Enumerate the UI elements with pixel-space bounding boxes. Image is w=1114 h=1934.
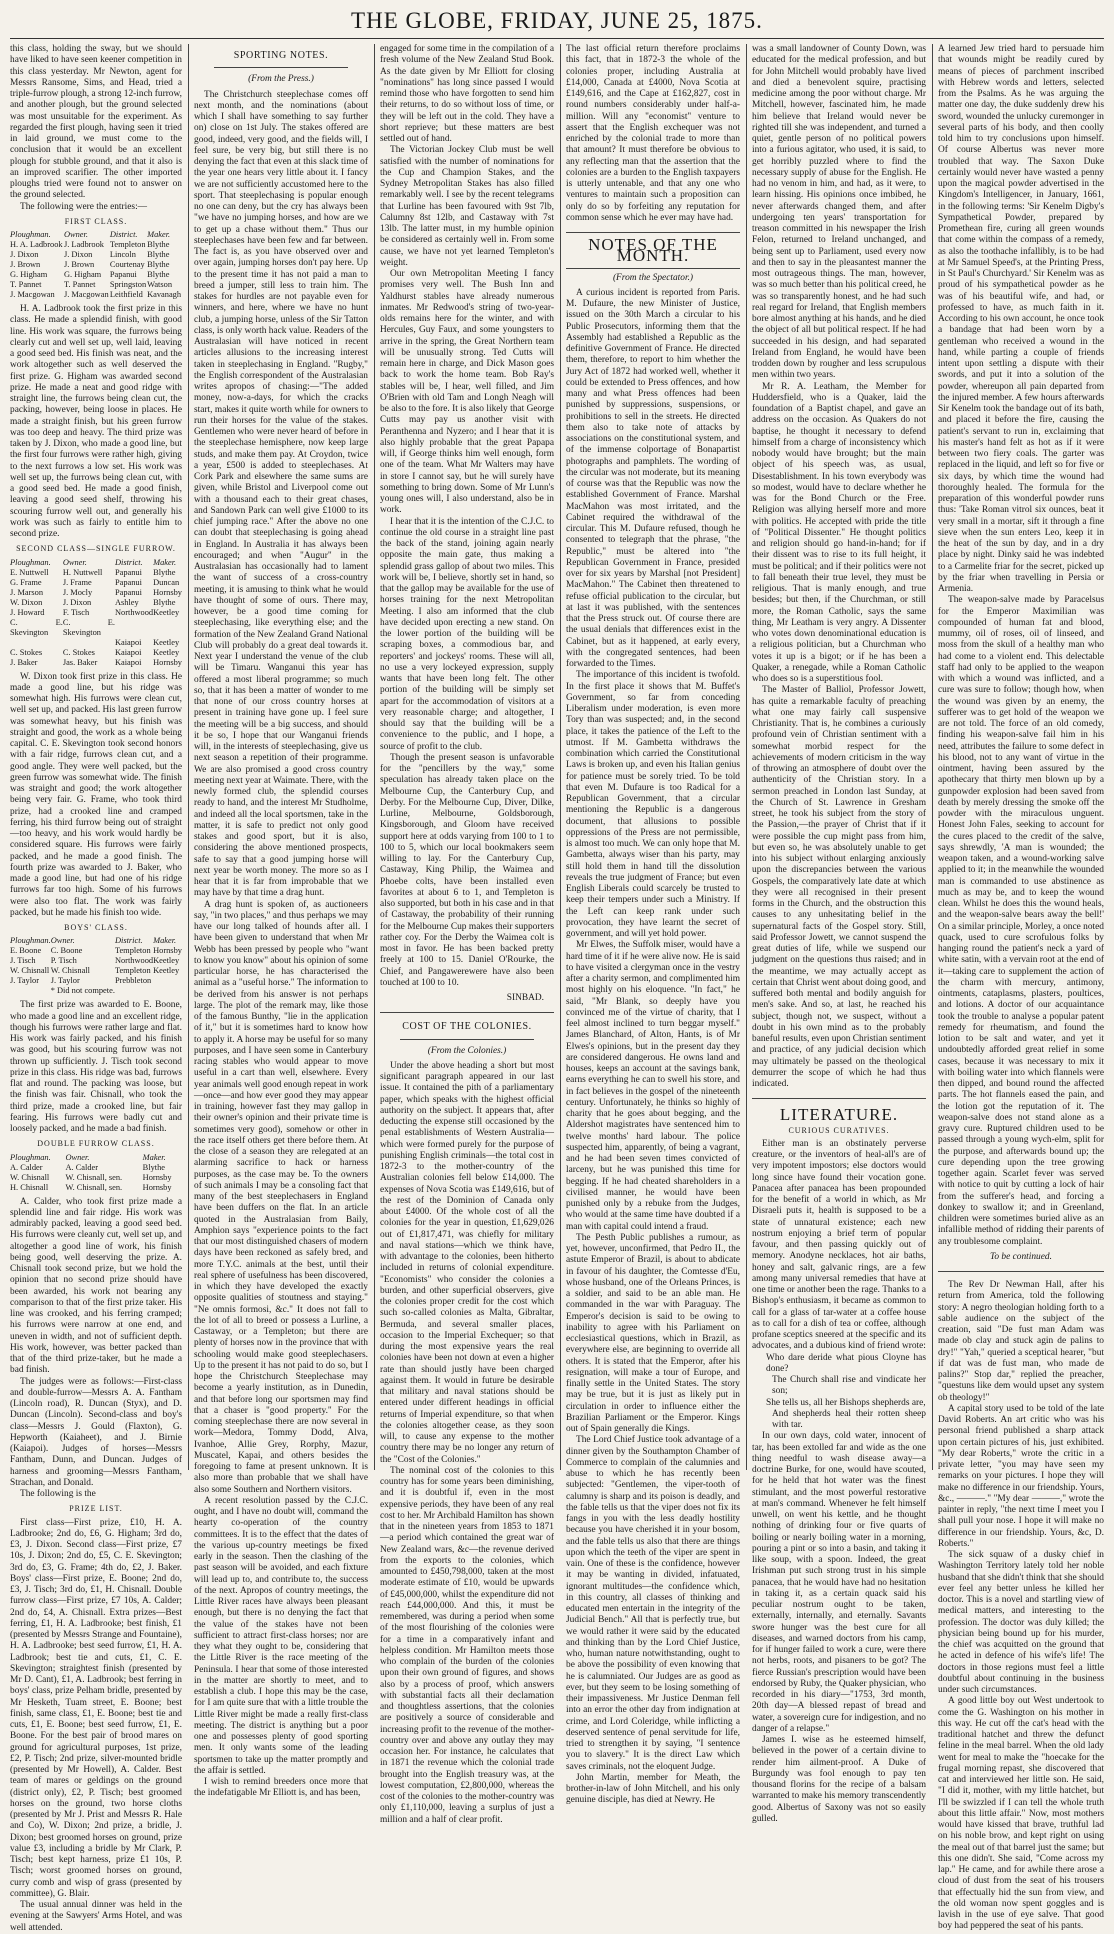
table-row: * Did not compete.: [50, 986, 115, 996]
table-row: J. Baker Jas. Baker Kaiapoi Hornsby: [10, 657, 182, 667]
col4-p5: The Pesth Public publishes a rumour, as yet, however, unconfirmed, that Pedro II., the astute Emperor of Brazil, is about to abdicate in favour of his daughter, the Comtesse d'Eu, whose husband, one of the Orleans Princes, is a soldier, and said to be an able man. He commanded in the war with Paraguay. The Emperor's decision is said to be owing to inability to agree with his Parliament on ecclesiastical questions, which in Brazil, as everywhere else, are beginning to override all others. It is stated that the Emperor, after his resignation, will make a tour of Europe, and finally settle in the United States. The story may be true, but it is just as likely put in circulation in order to influence either the Brazilian Parliament or the Emperor. Kings out of Spain generally die Kings.: [566, 1232, 740, 1434]
verse-line: The Church shall rise and vindicate her son;: [772, 1375, 926, 1397]
column-divider: [746, 44, 747, 1470]
table-row: J. Dixon J. Dixon Lincoln Blythe: [10, 250, 170, 259]
col6-p6: A good little boy out West undertook to come the G. Washington on his mother in this way. He cut off the cat's head with the traditional hatchet and threw the defunct feline in the meal barrel. When the old lady went for meal to make the "hoecake for the frugal morning repast, she discovered that cat and interviewed her little son. He said, "I did it, mother, with my little hatchet, but I'll be swizzled if I can tell the whole truth about this little affair." Now, most mothers would have kissed that brave, truthful lad on his noble brow, and kept right on using the meal out of that barrel just the same; but this one didn't. She said, "Come across my lap." He came, and for awhile there arose a cloud of dust from the seat of his trousers that effectually hid the sun from view, and the old woman now spent goggles and is lavish in the use of eye salve. That good boy had peppered the seat of his pants.: [938, 1696, 1104, 1932]
verse-line: She tells us, all her Bishops shepherds are,: [766, 1397, 926, 1408]
col3-p6: Under the above heading a short but most significant paragraph appeared in our last issue. It contained the pith of a parliamentary paper, which speaks with the highest official authority on the subject. It appears that, after deducting the expense still occasioned by the penal establishments of Western Australia—which were formed purely for the purpose of punishing English criminals—the total cost in 1872-3 to the mother-country of the Australian colonies fell below £14,000. The expenses of Nova Scotia was £149,616, but of the rest of the Dominion of Canada only about £4000. Of the whole cost of all the colonies for the year in question, £1,629,026 out of £1,817,471, was chiefly for military and naval stations—which we think have, with advantage to the colonies, been hitherto included in returns of colonial expenditure. "Economists" who consider the colonies a burden, and other superficial observers, give the colonies proper credit for the cost which such so-called colonies as Malta, Gibraltar, Bermuda, and several smaller places, occasion to the Imperial Exchequer; so that during the most expensive years the real colonies have been not down at even a higher rate than should justly have been charged against them. It would in future be desirable that military and naval stations should be entered under different headings in official returns of Imperial expenditure, so that when the colonies altogether cease, as they soon will, to cause any expense to the mother country there may be no longer any return of the "Cost of the Colonies.": [380, 1060, 554, 1465]
first-class-table: Ploughman. Owner. District. Maker. H. A. Ladbrook J. Ladbrook Templeton Blythe J. Dixon J. Dixon Lincoln Blythe J. Brown J. Brown Courtenay Blythe G. Higham G. Higham Papanui Blythe T. Pannet T. Pannet Springston Watson J. Macgowan J. Macgowan Leithfield Kavanagh: [10, 230, 182, 299]
col5-p4: Either man is an obstinately perverse creature, or the inventors of heal-all's are of very impotent impostors; else doctors would long since have found their vocation gone. Panacea after panacea has been propounded for the benefit of a world in which, as Mr Disraeli puts it, health is supposed to be a state of unnatural existence; each new nostrum enjoying a brief term of popular favour, and then passing quickly out of memory. Anodyne necklaces, hot air baths, honey and salt, galvanic rings, are a few among many universal remedies that have at one time or another been the rage. Thanks to a Bishop's enthusiasm, it became as common to call for a glass of tar-water at a coffee house as to call for a dish of tea or coffee, although profane sceptics sneered at the specific and its advocates, and a dubious kind of friend wrote:: [752, 1138, 926, 1352]
col3-p3: Our own Metropolitan Meeting I fancy promises very well. The Bush Inn and Yaldhurst stables have already numerous inmates. Mr Redwood's string of two-year-olds remains here for the winter, and with Hercules, Guy Faux, and some youngsters to arrive in the spring, the Great Northern team will be unusually strong. Ted Cutts will remain here in charge, and Dick Mason goes back to work the home team. Bob Ray's stables will be, I hear, well filled, and Jim O'Brien with old Tam and Longh Neagh will be also to the fore. It is also likely that George Cutts may pay us another visit with Peranthenna and Nyzero; and I hear that it is also highly probable that the great Papapa will, if George thinks him well enough, form one of the team. What Mr Walters may have in store I cannot say, but he will surely have something to bring down. Some of Mr Lunn's young ones will, I also understand, also be in work.: [380, 269, 554, 516]
column-divider: [932, 44, 933, 1470]
col5-p2: Mr R. A. Leatham, the Member for Huddersfield, who is a Quaker, laid the foundation of a Baptist chapel, and gave an address on the occasion. As Quakers do not baptise, he thought it necessary to defend himself from a charge of inconsistency which nobody would have brought; but the main object of his speech was, as usual, Disestablishment. In his town everybody was so modest, would have to declare whether he was for the Bond Church or the Free. Religion was allying herself more and more with politics. He accepted with pride the title of "Political Dissenter." He thought politics and religion should go hand-in-hand; for if their dissent was to rise to its full height, it must be political; and if their politics were not to fall beneath their true level, they must be religious. That is manly enough, and true besides; but then, if the Churchman, or still more, the Roman Catholic, says the same thing, Mr Leatham is very angry. A Dissenter who votes down denominational education is a religious politician, but a Churchman who votes it up is a bigot; or if he has been a Quaker, a renegade, while a Roman Catholic who does so is a superstitious fool.: [752, 381, 926, 684]
divider: [752, 1098, 926, 1099]
sporting-notes-source: (From the Press.): [248, 74, 314, 85]
table-row: C. E. Skevington C. E. Skevington: [10, 617, 115, 637]
col3-p5: Though the present season is unfavorable for the "pencillers by the way," some speculation has already taken place on the Melbourne Cup, the Canterbury Cup, and Derby. For the Melbourne Cup, Diver, Dilke, Lurline, Melbourne, Goldsborough, Kingsborough, and Gloom have received support here at odds varying from 100 to 1 to 100 to 5, which our local bookmakers seem willing to lay. For the Canterbury Cup, Castaway, King Philip, the Waimea and Phoebe colts, have been installed even favorites at about 6 to 1, and Templeton is also supported, but both in his case and in that of Castaway, the probability of their running for the Melbourne Cup makes their supporters rather coy. For the Derby the Waimea colt is most in favor. He has been backed pretty freely at 100 to 15. Daniel O'Rourke, the Chief, and Pangawerewere have also been touched at 100 to 10.: [380, 752, 554, 988]
prize-list-title: PRIZE LIST.: [69, 1504, 123, 1514]
table-row: J. Brown J. Brown Courtenay Blythe: [10, 260, 170, 269]
double-class-title: DOUBLE FURROW CLASS.: [37, 1139, 155, 1149]
table-row: A. Calder A. Calder Blythe: [10, 1162, 166, 1172]
notes-of-the-month-title: NOTES OF THE MONTH.: [588, 235, 718, 266]
cost-of-colonies-source: (From the Colonies.): [427, 1045, 507, 1056]
col2-p3: A recent resolution passed by the C.J.C. ought, and I have no doubt will, command the hearty co-operation of the country committees. It is to the effect that the dates of the various up-country meetings be fixed early in the season. Then the clashing of the past season will be avoided, and each fixture will lead up to, and contribute to, the success of the next. Apropos of country meetings, the Little River races have always been pleasant enough, but there is no denying the fact that the value of the stakes have not been sufficient to attract first-class horses; nor are they what they ought to be, considering that the Little River is the race meeting of the Peninsula. I hear that some of those interested in the matter are shortly to meet, and to establish a club. I hope this may be the case, for I am quite sure that with a little trouble the Little River might be made a really first-class meeting. The district is anything but a poor one and possesses plenty of good sporting men. It only wants some of the leading sportsmen to take up the matter promptly and the affair is settled.: [194, 1495, 368, 1776]
literature-title: LITERATURE.: [779, 1105, 899, 1125]
col5-p3: The Master of Balliol, Professor Jowett, has quite a remarkable faculty of preaching what one may fairly call suspensive Christianity. That is, he combines a curiously profound vein of Christian sentiment with a somewhat morbid respect for the achievements of modern criticism in the way of throwing an atmosphere of doubt over the authenticity of the Christian story. In a sermon preached in London last Sunday, at the Church of St. Lawrence in Gresham street, he took his subject from the story of the Passion,—the prayer of Christ that if it were possible the cup might pass from him, but even so, he was absolutely unable to get into his subject without enlarging anxiously upon the discrepancies between the various Gospels, the comparatively late date at which they were all recognised in their present forms in the Church, and the obstruction this causes to any unhesitating belief in the supernatural facts of the Gospel story. Still, said Professor Jowett, we cannot suspend the great duties of life, while we suspend our judgment on the questions thus raised; and in the meantime, we may actually accept as certain that Christ went about doing good, and suffered both mental and bodily anguish for men's sake. And so, at last, he reached his subject, though not, we suspect, without a doubt in his own mind as to the probably baneful results, even upon Christian sentiment and practice, of any judicial decision which may ultimately be passed on the theological demurrer the scope of which he had thus indicated.: [752, 685, 926, 1089]
columns: [10, 44, 1104, 1933]
col4-p2: A curious incident is reported from Paris. M. Dufaure, the new Minister of Justice, issued on the 30th March a circular to his Public Prosecutors, informing them that the Assembly had established a Republic as the definitive Government of France. He directed them, therefore, to report to him whether the Jury Act of 1872 had worked well, whether it could be extended to Press offences, and how many and what Press offences had been punished by suppressions, suspensions, or prohibitions to sell in the streets. He directed them also to take note of attacks by associations on the constitutional system, and of the immense colportage of Bonapartist photographs and pamphlets. The wording of the circular was not moderate, but its meaning of course was that the Republic was now the established Government of France. Marshal MacMahon was most irritated, and the Cabinet required the withdrawal of the circular. This M. Dufaure refused, though he consented to telegraph that the phrase, "the Republic," must be altered into "the Republican Government in France, presided over for six years by Marshal [not President] MacMahon." The Cabinet then threatened to refuse official publication to the circular, but at last it was published, with the sentences that the Press struck out. Of course there are the usual denials that differences exist in the Cabinet, but as it happened, at early every, with the congregated sentences, had been forwarded to the Times.: [566, 287, 740, 669]
to-be-continued: To be continued.: [990, 1251, 1052, 1262]
table-row: J. Tisch P. Tisch Northwood Keetley: [10, 956, 180, 966]
divider: [400, 1039, 534, 1040]
notes-title-box: [566, 232, 740, 269]
col3-p1: engaged for some time in the compilation of a fresh volume of the New Zealand Stud Book. As the date given by Mr Elliott for closing "nominations" has long since passed I would remind those who have forgotten to send him their returns, to do so without loss of time, or they will be left out in the cold. They have a short reprieve; but these matters are best settled out of hand.: [380, 44, 554, 144]
col6-p1: A learned Jew tried hard to persuade him that wounds might be readily cured by means of pieces of parchment inscribed with Hebrew words and letters, selected from the Psalms. As he was arguing the matter one day, the duke suddenly drew his sword, wounded the unlucky curemonger in several parts of his body, and then coolly told him to try conclusions upon himself. Of course Albertus was never more troubled that way. The Saxon Duke certainly would never have wasted a penny upon the magical powder advertised in the Kingdom's Intelligencer, in January, 1661, in the following terms: 'Sir Kenelm Digby's Sympathetical Powder, prepared by Promethean fire, curing all green wounds that come within the compass of a remedy, as also the toothache infallibly, is to be had at Mr Samuel Speed's, at the Printing Press, in St Paul's Churchyard.' Sir Kenelm was as proud of his sympathetical powder as he was of his beautiful wife, and had, or professed to have, as much faith in it. According to his own account, he once took a bandage that had been worn by a gentleman who received a wound in the hand, while parting a couple of friends intent upon settling a dispute with their swords, and put it into a solution of the powder, whereupon all pain departed from the injured member. A few hours afterwards Sir Kenelm took the bandage out of its bath, and placed it before the fire, causing the patient's servant to run in, exclaiming that his master's hand felt as hot as if it were between two fiery coals. The garter was replaced in the liquid, and left so for five or six days, by which time the wound had thoroughly healed. The formula for the preparation of this wonderful powder runs thus: 'Take Roman vitrol six ounces, beat it very small in a mortar, sift it through a fine sieve when the sun enters Leo, keep it in the heat of the sun by day, and in a dry place by night. Dinky said he was indebted to a Carmelite friar for the secret, picked up by the friar when travelling in Persia or Armenia.: [938, 44, 1104, 594]
table-row: G. Frame J. Frame Papanui Duncan: [10, 577, 180, 587]
second-class-title: SECOND CLASS—SINGLE FURROW.: [16, 544, 176, 554]
column-2: [194, 44, 368, 1799]
divider: [380, 1012, 554, 1013]
notes-source: (From the Spectator.): [612, 272, 694, 283]
col1-following: The following were the entries:—: [20, 201, 148, 212]
sporting-notes-title: SPORTING NOTES.: [233, 50, 329, 61]
boys-class-table: Ploughman. Owner. District. Maker. E. Boone C. Boone Templeton Hornsby J. Tisch P. Tisch Northwood Keetley W. Chisnall W. Chisnall Templeton Keetley J. Taylor J. Taylor Prebbleton * Did not compete.: [10, 936, 182, 996]
column-3: [380, 44, 554, 1825]
col6-p3: The Rev Dr Newman Hall, after his return from America, told the following story: A negro theologian holding forth to a sable audience on the subject of the creation, said "De fust man Adam was made ob clay and stuck agin de palins to dry!" "Yah," queried a sceptical hearer, "but if dat was de fust man, who made de palins?" Stop dar," replied the preacher, "questuns like dem would upset any system ob theology!": [938, 1280, 1104, 1403]
table-row: E. Boone C. Boone Templeton Hornsby: [10, 946, 182, 956]
table-row: J. Marson J. Mocly Papanui Hornsby: [10, 587, 182, 597]
col5-p1: was a small landowner of County Down, was educated for the medical profession, and but for John Mitchell would probably have lived and died a benevolent squire, practising medicine among the poor without charge. Mr Mitchell, however, fascinated him, he made him believe that Ireland would never be righted till she was independent, and turned a quiet, gentle person of no political powers into a furious agitator, who used, it is said, to get horribly puzzled where to find the necessary supply of abuse for the English. He had no venom in him, and had, as it were, to learn hissing. His opinions once imbibed, he never afterwards changed them, and after undergoing ten years' transportation for treason committed in his newspaper the Irish Felon, returned to Ireland unchanged, and being sent up to Parliament, used every now and then to say in the pleasantest manner the most outrageous things. The man, however, was so much better than his political creed, he was so transparently honest, and he had such real regard for Ireland, that English members bore almost anything at his hands, and he died the object of all but political respect. If he had succeeded in his design, and had separated Ireland from England, he would have been trodden down by rougher and less scrupulous men within two years.: [752, 44, 926, 381]
verse-line: Who dare deride what pious Cloyne has done?: [766, 1352, 926, 1374]
masthead: THE GLOBE, FRIDAY, JUNE 25, 1875.: [351, 8, 763, 33]
col6-p2: The weapon-salve made by Paracelsus for the Emperor Maximilian was compounded of human fat and blood, mummy, oil of roses, oil of linseed, and moss from the skull of a healthy man who had come to a violent end. This delectable staff had only to be applied to the weapon with which a wound was inflicted, and a cure was sure to follow; though how, when the wound was given by an enemy, the sufferer was to get hold of the weapon we are not told. The force of an old comedy, finding his weapon-salve fail him in his need, attributes the failure to some defect in his blood, not to any want of virtue in the ointment, having been assured by the apothecary that thirty men blown up by a gunpowder explosion had been saved from death by merely dressing the smoke off the powder with the miraculous unguent. Honest John Fales, seeking to account for the cures placed to the credit of the salve, says shrewdly, 'A man is wounded; the weapon taken, and a wound-working salve applied to it; in the meanwhile the wounded man is commanded to use abstinence as much as may be, and to keep the wound clean. Whilst he does this the wound heals, and the weapon-salve bears away the bell!' On a similar principle, Morley, a once noted quack, used to cure scrofulous folks by hanging round the patient's neck a yard of white satin, with a vervain root at the end of it—taking care to supplement the action of the charm with mercury, antimony, ointments, cataplasms, plasters, poultices, and lotions. A doctor of our acquaintance took the trouble to analyse a popular patent remedy for rheumatism, and found the lotion to be salt and water, and yet it undoubtedly afforded great relief in some cases, because it was necessary to mix it with boiling water into which flannels were then dipped, and bound round the affected parts. The hot flannels eased the pain, and the lotion got the reputation of it. The weapon-salve does not stand alone as a gravy cure. Ruptured children used to be passed through a young wych-elm, split for the purpose, and afterwards bound up; the cure depending upon the tree growing together again. Scarlet fever was served with notice to quit by cutting a lock of hair from the sufferer's head, and forcing a donkey to swallow it; and in Greenland, children were sometimes buried alive as an infallible method of ridding their parents of any troublesome complaint.: [938, 595, 1104, 1247]
signature: SINBAD.: [506, 993, 544, 1003]
column-5: [752, 44, 926, 1824]
col2-p1: The Christchurch steeplechase comes off next month, and the nominations (about which I shall have something to say further on) close on 1st July. The stakes offered are good, indeed, very good, and the fields will, I feel sure, be very big, but still there is no denying the fact that even at this slack time of the year one hears very little about it. I fancy we are not sufficiently accustomed here to the sport. That steeplechasing is popular enough no one can deny, but the cry has always been "we have no jumping horses, and how are we to get up a chase without them." Thus our steeplechases have been few and far between. The fact is, as you have observed over and over again, jumping horses don't pay here. Up to the present time it has not paid a man to breed a jumper, still less to train him. The stakes for hurdles are not payable even for winners, and here, where we have no hunt club, a jumping horse, unless of the Sir Tatton class, is only worth hack value. Readers of the Australasian will have noticed in recent articles allusions to the increasing interest taken in steeplechasing in England. "Rugby," the English correspondent of the Australasian writes apropos of chasing:—"The added money, now-a-days, for which the cracks start, makes it quite worth while for owners to run their horses for the value of the stakes. Gentlemen who were never heard of before in the steeplechase hemisphere, now keep large studs, and make them pay. At Croydon, twice a year, £500 is added to steeplechases. At Cork Park and elsewhere the same sums are given, while Bristol and Liverpool come out with a thousand each to their great chases, and Sandown Park can well give £1000 to its chief jumping race." After the above no one can doubt that steeplechasing is going ahead in England. In Australia it has always been encouraged; and when "Augur" in the Australasian has occasionally had to lament the want of success of a cross-country meeting, it is amusing to think what he would have thought of some of ours. There may, however, be a good time coming for steeplechasing, like everything else; and the formation of the New Zealand Grand National Club will probably do a great deal towards it. Next year I understand the venue of the club will be Timaru. Wanganui this year has offered a most liberal programme; so much so, that it has been a matter of wonder to me that none of our cross country horses at present in training have gone up. I feel sure the meeting will be a big success, and should it be so, I hope that our Wanganui friends will, in the interests of steeplechasing, give us next season a repetition of their programme. We are also promised a good cross country meeting next year at Waimate. There, with the newly formed club, the splendid courses ready to hand, and the interest Mr Studholme, and indeed all the local sportsmen, take in the matter, it is safe to predict not only good stakes and good sport, but it is also, considering the above mentioned prospects, safe to say that a good jumping horse will next year be worth money. The more so as I hear that it is far from improbable that we may have by that time a drag hunt.: [194, 89, 368, 899]
divider: [214, 67, 348, 68]
col3-p7: The nominal cost of the colonies to this country has for some years been diminishing, and it is doubtful if, even in the most expensive periods, they have been of any real cost to her. Mr Archibald Hamilton has shown that in the nineteen years from 1853 to 1871—a period which contained the great war of New Zealand wars, &c—the revenue derived from the exports to the colonies, which amounted to £450,798,000, taken at the most moderate estimate of £10, would be upwards of £45,000,000, whilst the expenditure did not reach £44,000,000. And this, it must be remembered, was during a period when some of the most flourishing of the colonies were for a time in a comparatively infant and helpless condition. Mr Hamilton meets those who complain of the burden of the colonies upon their own ground of figures, and shows also by a process of proof, which answers with substantial facts all their declamation and thoughtless assertions, that the colonies are positively a source of considerable and increasing profit to the revenue of the mother-country over and above any outlay they may occasion her. For instance, he calculates that in 1871 the revenue which the colonial trade brought into the English treasury was, at the lowest computation, £2,800,000, whereas the cost of the colonies to the mother-country was only £1,110,000, leaving a surplus of just a million and a half of clear profit.: [380, 1465, 554, 1825]
double-class-table: Ploughman. Owner. Maker. A. Calder A. Calder Blythe W. Chisnall W. Chisnall, sen. Hornsby H. Chisnall W. Chisnall, sen. Hornsby: [10, 1153, 182, 1193]
col2-p2: A drag hunt is spoken of, as auctioneers say, "in two places," and thus perhaps we may have our long talked of hounds after all. I have been given to understand that when Mr Webb has been pressed by people who "want to know you know" about his opinion of some particular horse, he has characterised the animal as a "useful horse." The information to be derived from his answer is not perhaps large. The plot of the remark may, like those of the famous Bunthy, "lie in the application of it," but it is sometimes hard to know how to apply it. A horse may be useful for so many purposes, and I have seen some in Canterbury racing stables who would appear to move useful in a cart than well, elsewhere. Every year animals well good enough repeat in work—once—and how ever good they may appear in training, however fast they may gallop in their owner's opinion and their private time is sometimes very good), somehow or other in the race itself others get there before them. At the close of a season they are relegated at an alarming sacrifice to hack or harness purposes, as the case may be. To the owners of such animals I may be a consoling fact that many of the best steeplechasers in England have been duffers on the flat. In an article quoted in the Australasian from Baily, Amphion says "experience points to the fact that our most distinguished chasers of modern days have been reckoned as safely bred, and more T.Y.C. animals at the best, until their real sphere of usefulness has been discovered, in which they have developed the exactly opposite qualities of stoutness and staying." "Ne omnis formosi, &c." It does not fall to the lot of all to breed or possess a Lurline, a Castaway, or a Templeton; but there are plenty of horses now in the province that with schooling would make good steeplechasers. Up to the present it has not paid to do so, but I hope the Christchurch Steeplechase may become a yearly institution, as in Dunedin, and that before long our sportsmen may find that a chaser is "good property." For the coming steeplechase there are now several in work—Medora, Tommy Dodd, Alva, Ivanhoe, Allie Grey, Rorphy, Mazur, Muscatel, Kapai, and others besides the foregoing to fame at present unknown. It is also more than probable that we shall have also some Southern and Northern visitors.: [194, 899, 368, 1495]
col6-p5: The sick squaw of a dusky chief in Washington Territory lately told her noble husband that she didn't think that she should ever feel any better unless he killed her doctor. This is a novel and startling view of medical matters, and interesting to the profession. The doctor was duly killed; the physician being bound up for his murder, the chief was acquitted on the ground that he acted in defence of his wife's life! The doctors in those regions must feel a little doubtful about continuing in the business under such circumstances.: [938, 1550, 1104, 1695]
table-row: H. Chisnall W. Chisnall, sen. Hornsby: [10, 1182, 172, 1192]
column-divider: [374, 44, 375, 1470]
col1-bc-result: The first prize was awarded to E. Boone, who made a good line and an excellent ridge, though his furrows were rather large and flat. His work was fairly packed, and his finish was good, but his scouring furrow was not thrown up sufficiently. J. Tisch took second prize in this class. His ridge was bad, furrows flat and round. The packing was loose, but the finish was fair. Chisnall, who took the third prize, made a crooked line, but fair fearing. His furrows were badly cut and loosely packed, and he made a bad finish.: [10, 1000, 182, 1134]
col1-dinner: The usual annual dinner was held in the evening at the Sawyers' Arms Hotel, and was well attended.: [10, 1900, 182, 1933]
col4-p6: The Lord Chief Justice took advantage of a dinner given by the Southampton Chamber of Commerce to complain of the calumnies and abuse to which he has recently been subjected: "Gentlemen, the viper-tooth of calumny is sharp and its poison is deadly, and the fable tells us that the viper does not fix its fangs in you with the less deadly hostility because you have cherished it in your bosom, and the fable tells us also that there are things upon which the teeth of the viper are spent in vain. One of these is the confidence, however it may be wanting in divided, infatuated, ignorant multitudes—the confidence which, in this country, all classes of thinking and educated men entertain in the integrity of the Judicial Bench." All that is perfectly true, but we would rather it were said by the educated and thinking than by the Lord Chief Justice, who, human nature notwithstanding, ought to be above the possibility of even knowing that he is calumniated. Our Judges are as good as ever, but they seem to be losing something of their impassiveness. Mr Justice Denman fell into an error the other day from indignation at crime, and Lord Coleridge, while inflicting a deserved sentence of penal servitude for life, tried to strengthen it by saying, "I sentence you to slavery." It is the direct Law which saves criminals, not the eloquent Judge.: [566, 1435, 740, 1772]
column-divider: [188, 44, 189, 1470]
table-row: W. Chisnall W. Chisnall, sen. Hornsby: [10, 1172, 172, 1182]
table-row: W. Chisnall W. Chisnall Templeton Keetley: [10, 966, 180, 976]
col1-dc-result: A. Calder, who took first prize made a splendid line and fair ridge. His work was admirably packed, leaving a good seed bed. His furrows were cleanly cut, well set up, and altogether a good line of work, his finish being good, well deserving the prize. A. Chisnall took second prize, but we hold the opinion that no second prize should have been awarded, his work not bearing any comparison to that of the first prize taker. His line was crooked, and his ferring cramped; his furrows were narrow at one end, and uneven in width, and not of sufficient depth. His work, however, was better packed than that of the third prize-taker, but he made a bad finish.: [10, 1196, 182, 1376]
column-1: [10, 44, 183, 1933]
table-row: C. Stokes C. Stokes Kaiapoi Keetley: [10, 647, 180, 657]
column-4: [566, 44, 740, 1806]
col3-p2: The Victorian Jockey Club must be well satisfied with the number of nominations for the Cup and Champion Stakes, and the Sydney Metropolitan Stakes has also filled remarkably well. I see by the recent telegrams that Lurline has been favoured with 9st 7lb, Calumny 8st 12lb, and Castaway with 7st 13lb. The latter must, in my humble opinion be considered as certainly well in. From some cause, we have not yet learned Templeton's weight.: [380, 145, 554, 268]
table-row: J. Macgowan J. Macgowan Leithfield Kavanagh: [10, 290, 182, 299]
cost-of-colonies-title: COST OF THE COLONIES.: [402, 1021, 532, 1033]
second-class-table: Ploughman. Owner. District. Maker. E. Nuttwell H. Nuttwell Papanui Blythe G. Frame J. Frame Papanui Duncan J. Marson J. Mocly Papanui Hornsby W. Dixon J. Dixon Ashley Blythe J. Howard F. Tisch Northwood Keetley C. E. Skevington C. E. Skevington Kaiapoi Keetley C. Stokes C. Stokes Kaiapoi Keetley J. Baker Jas. Baker Kaiapoi Hornsby: [10, 557, 182, 667]
col1-intro: this class, holding the sway, but we should have liked to have seen keener competition in this class yesterday. Mr Newton, agent for Messrs Ransome, Sims, and Head, tried a triple-furrow plough, a strong 12-inch furrow, and another plough, but the ground selected was most unsuitable for the experiment. As regarded the first plough, having seen it tried in laid ground, we must come to the conclusion that it would be an excellent plough for stubble ground, and that it also is an improved scarifier. The other imported ploughs tried were found not to answer on the ground selected.: [10, 44, 183, 201]
col4-p1: The last official return therefore proclaims this fact, that in 1872-3 the whole of the colonies proper, including Australia at £14,000, Canada at £4000, Nova Scotia at £149,616, and the Cape at £162,827, cost in round numbers considerably under half-a-million. Will any "economist" venture to assert that the English exchequer was not enriched by the colonial trade to more than that amount? It must therefore be obvious to any reflecting man that the assertion that the colonies are a burden to the English taxpayers is utterly untenable, and that any one who ventures to maintain such a proposition can only do so by forfeiting any reputation for common sense which he ever may have had.: [566, 44, 740, 223]
table-row: E. Nuttwell H. Nuttwell Papanui Blythe: [10, 567, 176, 577]
col2-p4: I wish to remind breeders once more that the indefatigable Mr Elliott is, and has been,: [194, 1777, 368, 1799]
table-row: G. Higham G. Higham Papanui Blythe: [10, 270, 170, 279]
divider: [938, 1271, 1104, 1272]
col1-fc-result: H. A. Ladbrook took the first prize in this class. He made a splendid finish, with good line. His work was square, the furrows being clearly cut and well set up, well laid, leaving a good seed bed. His finish was neat, and the work altogether such as well deserved the first prize. G. Higham was awarded second prize. He made a neat and good ridge with straight line, the furrows being clean cut, the packing, however, being loose in places. He made a straight finish, but his green furrow was too deep and heavy. The third prize was taken by J. Dixon, who made a good line, but the first four furrows were rather high, giving to the next furrows a low set. His work was well set up, the furrows being clean cut, with a good seed bed. He made a good finish, leaving a good seed shelf, throwing his scouring furrow well out, and generally his work was such as fairly to entitle him to second prize.: [10, 304, 182, 539]
col1-judges: The judges were as follows:—First-class and double-furrow—Messrs A. A. Fantham (Lincoln road), R. Duncan (Styx), and D. Duncan (Lincoln). Second-class and boy's class—Messrs J. Gould (Flaxton), G. Hepworth (Kaiaheet), and J. Birnie (Kaiapoi). Judges of horses—Messrs Fantham, Dunn, and Duncan. Judges of harness and grooming—Messrs Fantham, Strachan, and Donald.: [10, 1376, 182, 1488]
col1-prizes: First class—First prize, £10, H. A. Ladbrooke; 2nd do, £6, G. Higham; 3rd do, £3, J. Dixon. Second class—First prize, £7 10s, J. Dixon; 2nd do, £5, C. E. Skevington; 3rd do, £3, G. Frame; 4th do, £2, J. Baker. Boys' class—First prize, E. Boone; 2nd do, £3, J. Tisch; 3rd do, £1, H. Chisnall. Double furrow class—First prize, £7 10s, A. Calder; 2nd do, £4, A. Chisnall. Extra prizes—Best ferring, £1, H. A. Ladbrooke; best finish, £1 (presented by Messrs Strange and Fountaine), H. A. Ladbrooke; best seed furrow, £1, H. A. Ladbrook; best tie and cuts, £1, C. E. Skevington; straightest finish (presented by Mr D. Cant), £1, A. Ladbrook; best ferring in boys' class, prize Pelham bridle, presented by Mr Hesketh, Tuam street, E. Boone; best finish, same class, £1, E. Boone; best tie and cuts, £1, E. Boone; best seed furrow, £1, E. Boone. For the best pair of brood mares on ground for agricultural purposes, 1st prize, £2, P. Tisch; 2nd prize, silver-mounted bridle (presented by Mr Howell), A. Calder. Best team of mares or geldings on the ground (district only), £2, P. Tisch; best groomed horses on the ground, two horse cloths (presented by Mr J. Prist and Messrs R. Hale and Co), W. Dixon; 2nd prize, a bridle, J. Dixon; best groomed horses on ground, prize value £3, including a bridle by Mr Clark, P. Tisch; best kept harness, prize £1 10s, P. Tisch; worst groomed horses on ground, curry comb and wisp of grass (presented by committee), G. Blair.: [10, 1517, 182, 1899]
col6-p4: A capital story used to be told of the late David Roberts. An art critic who was his personal friend published a sharp attack upon certain pictures of his, just exhibited. "My dear Roberts," wrote the critic in a private letter, "you may have seen my remarks on your pictures. I hope they will make no difference in our friendship. Yours, &c., ———." "My dear ———," wrote the painter in reply, "the next time I meet you I shall pull your nose. I hope it will make no difference in our friendship. Yours, &c, D. Roberts.": [938, 1403, 1104, 1549]
verse-line: And shepherds heal their rotten sheep with tar.: [772, 1408, 926, 1430]
first-class-title: FIRST CLASS.: [64, 216, 128, 226]
col4-p7: John Martin, member for Meath, the brother-in-law of John Mitchell, and his only genuine disciple, has died at Newry. He: [566, 1772, 740, 1806]
column-6: [938, 44, 1104, 1932]
column-divider: [560, 44, 561, 1470]
col1-prize-intro: The following is the: [20, 1489, 96, 1499]
table-row: H. A. Ladbrook J. Ladbrook Templeton Blythe: [10, 240, 170, 249]
col5-p5: In our own days, cold water, innocent of tar, has been extolled far and wide as the one thing needful to wash disease away—a doctrine Burke, for one, would have scouted, for he held that hot water was the finest stimulant, and the most powerful restorative at man's command. Whenever he felt himself unwell, on went his kettle, and he thought nothing of drinking four or five quarts of boiling or nearly boiling water in a morning, pouring a pint or so into a basin, and taking it like soup, with a spoon. Indeed, the great Irishman put such strong trust in his simple panacea, that he would have had no hesitation in taking it, as a certain quack said his peculiar nostrum ought to be taken, externally, internally, and eternally. Savants swore hunger was the best cure for all diseases, and warned doctors from his camp, for if hunger failed to work a cure, were there not herbs, roots, and pisaners to be got? The fierce Russian's prescription would have been endorsed by Ruby, the Quaker physician, who recorded in his diary—"1753, 3rd month, 20th day—A blessed repast of bread and water, a sovereign cure for indigestion, and no danger of a relapse.": [752, 1431, 926, 1734]
col1-sc-result: W. Dixon took first prize in this class. He made a good line, but his ridge was somewhat high. His furrows were clean cut, well set up, and packed. His last green furrow was somewhat heavy, but his finish was straight and good, the work as a whole being capital. C. E. Skevington took second honors with a fair ridge, furrows clean cut, and a good angle. They were well packed, but the green furrow was somewhat wide. The finish was straight and good; the work altogether being very fair. G. Frame, who took third prize, had a crooked line and cramped ferring, his third furrow being out of straight—too heavy, and his work would hardly be considered square. His furrows were fairly packed, and he made a good finish. The fourth prize was awarded to J. Baker, who made a good line, but had one of his ridge furrows far too high. Some of his furrows were also too flat. The work was fairly packed, but he made his finish too wide.: [10, 671, 182, 918]
table-row: Kaiapoi Keetley: [114, 637, 180, 647]
literature-subtitle: CURIOUS CURATIVES.: [788, 1125, 890, 1135]
table-row: J. Taylor J. Taylor Prebbleton: [10, 976, 152, 986]
table-row: T. Pannet T. Pannet Springston Watson: [10, 280, 173, 289]
table-row: J. Howard F. Tisch Northwood Keetley: [10, 607, 180, 617]
col5-p6: James I. wise as he esteemed himself, believed in the power of a certain divine to render him ailment-proof. A Duke of Burgundy was fool enough to pay ten thousand florins for the recipe of a balsam warranted to make his memory transcendently good. Albertus of Saxony was not so easily gulled.: [752, 1735, 926, 1824]
col4-p4: Mr Elwes, the Suffolk miser, would have a hard time of it if he were alive now. He is said to have visited a clergyman once in the vestry after a charity sermon, and complimented him most highly on his eloquence. "In fact," he said, "Mr Blank, so deeply have you convinced me of the virtue of charity, that I feel almost inclined to turn beggar myself." James Blanchard, of Alton, Hants, is of Mr Elwes's opinions, but in the present day they are considered dangerous. He owns land and houses, keeps an account at the savings bank, earns everything he can to swell his store, and in fact believes in the gospel of the nineteenth century. Unfortunately, he thinks so highly of charity that he goes about begging, and the Aldershot magistrates have sentenced him to twelve months' hard labour. The police suspected him, apparently, of being a vagrant, and he had been seven times convicted of larceny, but he was punished this time for begging. If he had cheated shareholders in a civilised manner, he would have been punished only by a rebuke from the Judges, who would at the same time have doubted if a man with capital could intend a fraud.: [566, 940, 740, 1232]
col4-p3: The importance of this incident is twofold. In the first place it shows that M. Buffet's Government, so far from conceding Liberalism under moderation, is even more Tory than was suspected; and, in the second place, it takes the patience of the Left to the utmost. If M. Gambetta withdraws the combination which carried the Constitutional Laws is broken up, and even his Italian genius for patience must be sorely tried. To be told that even M. Dufaure is too Radical for a Republican Government, that a circular mentioning the Republic is a dangerous document, that allusions to possible oppressions of the Press are not permissible, is almost too much. We can only hope that M. Gambetta, always wiser than his party, may still hold them in hand till the dissolution reveals the true judgment of France; but even English Liberals could scarcely be trusted to keep their tempers under such a Ministry. If the Left can keep rank under such provocation, they have learnt the secret of government, and will yet hold power.: [566, 670, 740, 939]
col3-p4: I hear that it is the intention of the C.J.C. to continue the old course in a straight line past the back of the stand, joining again nearly opposite the main gate, thus making a splendid grass gallop of about two miles. This work will be, I believe, shortly set in hand, so that the gallop may be available for the use of horses training for the next Metropolitan Meeting. I also am informed that the club have decided upon erecting a new stand. On the lower portion of the building will be scraping boxes, a commodious bar, and reporters' and jockeys' rooms. These will all, no use a very lockeyed expression, supply wants that have been long felt. The other portion of the building will be simply set apart for the accommodation of visitors at a very reasonable charge; and altogether, I should say that the building will be a convenience to the public, and I hope, a source of profit to the club.: [380, 516, 554, 752]
table-row: W. Dixon J. Dixon Ashley Blythe: [10, 597, 176, 607]
boys-class-title: BOYS' CLASS.: [64, 923, 128, 932]
masthead-rule: [10, 38, 1104, 39]
